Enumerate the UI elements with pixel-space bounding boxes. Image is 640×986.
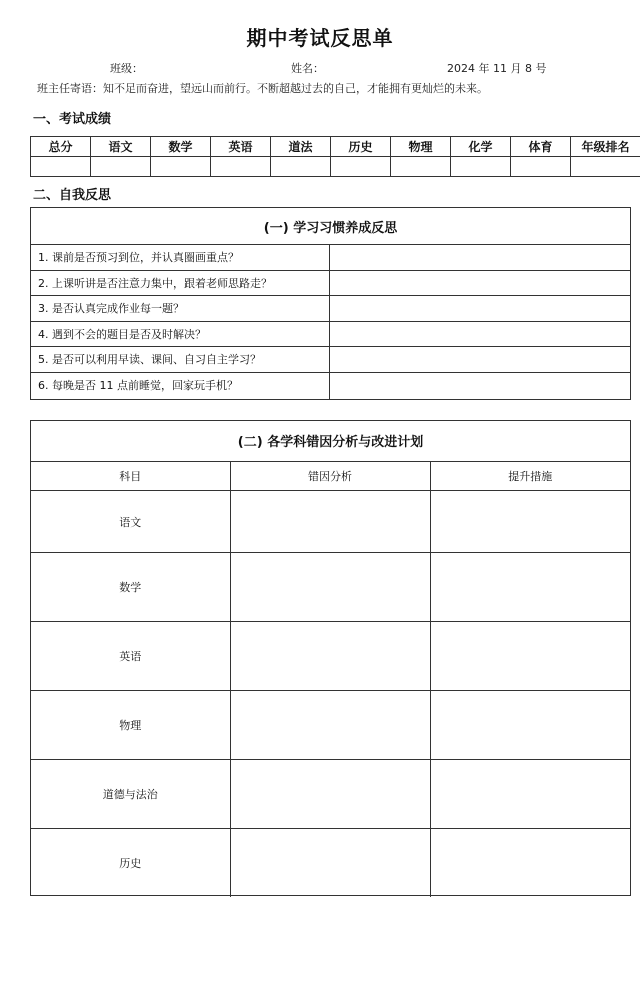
score-cell-chemistry[interactable] [451, 157, 511, 177]
score-header-chemistry: 化学 [451, 137, 511, 157]
subject-analysis-box [30, 420, 631, 896]
improvement-cell[interactable] [430, 691, 630, 760]
analysis-row [31, 491, 630, 553]
score-cell-pe[interactable] [511, 157, 571, 177]
habit-row [31, 271, 630, 297]
habit-question: 1. 课前是否预习到位，并认真圈画重点？ [31, 245, 330, 270]
error-cause-cell[interactable] [230, 829, 430, 897]
score-cell-chinese[interactable] [91, 157, 151, 177]
habit-row [31, 347, 630, 373]
improvement-cell[interactable] [430, 622, 630, 691]
improvement-cell[interactable] [430, 491, 630, 553]
analysis-row [31, 760, 630, 829]
score-table [30, 136, 640, 177]
analysis-subject: 物理 [31, 691, 230, 760]
error-cause-cell[interactable] [230, 491, 430, 553]
habits-reflection-box [30, 207, 631, 400]
analysis-row [31, 553, 630, 622]
habit-answer-cell[interactable] [330, 373, 630, 399]
analysis-table [31, 462, 630, 897]
analysis-subject: 英语 [31, 622, 230, 691]
error-cause-cell[interactable] [230, 691, 430, 760]
class-label: 班级： [110, 62, 143, 75]
habit-row [31, 322, 630, 348]
score-header-pe: 体育 [511, 137, 571, 157]
date-text: 2024 年 11 月 8 号 [447, 62, 547, 75]
score-header-row [31, 137, 640, 157]
habits-title: (一) 学习习惯养成反思 [31, 208, 630, 245]
page-title: 期中考试反思单 [246, 26, 394, 50]
error-cause-cell[interactable] [230, 760, 430, 829]
score-header-physics: 物理 [391, 137, 451, 157]
score-cell-history[interactable] [331, 157, 391, 177]
score-cell-math[interactable] [151, 157, 211, 177]
analysis-row [31, 622, 630, 691]
analysis-row [31, 829, 630, 897]
habit-question: 5. 是否可以利用早读、课间、自习自主学习？ [31, 347, 330, 372]
score-header-morality-law: 道法 [271, 137, 331, 157]
habit-answer-cell[interactable] [330, 347, 630, 372]
score-header-math: 数学 [151, 137, 211, 157]
name-label: 姓名： [291, 62, 324, 75]
habit-answer-cell[interactable] [330, 322, 630, 347]
score-header-history: 历史 [331, 137, 391, 157]
section-heading-scores: 一、考试成绩 [33, 112, 112, 127]
analysis-title: (二) 各学科错因分析与改进计划 [31, 421, 630, 462]
habit-question: 4. 遇到不会的题目是否及时解决？ [31, 322, 330, 347]
section-heading-reflection: 二、自我反思 [33, 188, 112, 203]
analysis-header-error-cause: 错因分析 [230, 462, 430, 491]
analysis-row [31, 691, 630, 760]
habit-row [31, 296, 630, 322]
analysis-subject: 道德与法治 [31, 760, 230, 829]
analysis-header-subject: 科目 [31, 462, 230, 491]
score-header-total: 总分 [31, 137, 91, 157]
error-cause-cell[interactable] [230, 553, 430, 622]
score-cell-grade-rank[interactable] [571, 157, 640, 177]
teacher-message: 班主任寄语：知不足而奋进，望远山而前行。不断超越过去的自己，才能拥有更灿烂的未来。 [37, 82, 488, 95]
analysis-subject: 语文 [31, 491, 230, 553]
score-cell-physics[interactable] [391, 157, 451, 177]
improvement-cell[interactable] [430, 760, 630, 829]
improvement-cell[interactable] [430, 553, 630, 622]
habit-answer-cell[interactable] [330, 245, 630, 270]
habit-answer-cell[interactable] [330, 296, 630, 321]
analysis-subject: 历史 [31, 829, 230, 897]
habit-row [31, 373, 630, 399]
habit-answer-cell[interactable] [330, 271, 630, 296]
habit-question: 6. 每晚是否 11 点前睡觉，回家玩手机？ [31, 373, 330, 399]
habit-question: 3. 是否认真完成作业每一题？ [31, 296, 330, 321]
score-header-english: 英语 [211, 137, 271, 157]
analysis-subject: 数学 [31, 553, 230, 622]
score-cell-total[interactable] [31, 157, 91, 177]
improvement-cell[interactable] [430, 829, 630, 897]
error-cause-cell[interactable] [230, 622, 430, 691]
analysis-header-row [31, 462, 630, 491]
habit-row [31, 245, 630, 271]
score-cell-english[interactable] [211, 157, 271, 177]
score-input-row [31, 157, 640, 177]
score-header-chinese: 语文 [91, 137, 151, 157]
score-header-grade-rank: 年级排名 [571, 137, 640, 157]
analysis-header-improvement: 提升措施 [430, 462, 630, 491]
habit-question: 2. 上课听讲是否注意力集中，跟着老师思路走？ [31, 271, 330, 296]
score-cell-morality-law[interactable] [271, 157, 331, 177]
